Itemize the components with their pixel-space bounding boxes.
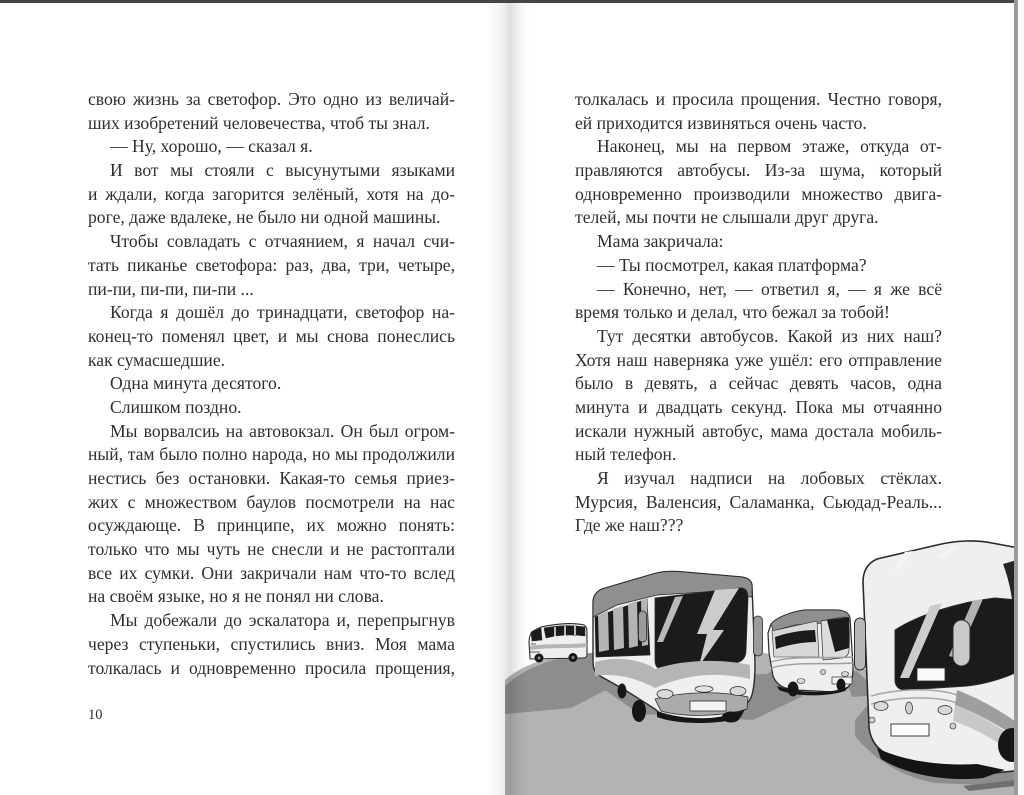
text-line: толкалась и одновременно просила прощения, [88,657,455,678]
text-line: Я изучал надписи на лобовых стёклах. [597,468,942,488]
text-line: и ждали, когда загорится зелёный, хотя на до- [88,183,455,204]
text-line: Мурсия, Валенсия, Саламанка, Сьюдад-Реаль... [575,491,942,512]
text-line: Мы ворвалсиь на автовокзал. Он был огром- [110,420,455,441]
text-line: через ступеньки, спустились вниз. Моя мама [88,633,455,654]
text-line: тать пиканье светофора: раз, два, три, четыре, [88,254,455,275]
text-line: — Ты посмотрел, какая платформа? [597,254,867,275]
text-line: свою жизнь за светофор. Это одно из величай- [88,89,455,109]
medium-bus [768,610,853,697]
text-line: И вот мы стояли с высунутыми языками [110,160,455,181]
text-line: одновременно производили множество двига- [575,183,942,204]
text-line: Когда я дошёл до тринадцати, светофор на- [110,302,455,323]
text-line: время только и делал, что бежал за тобой! [575,302,890,323]
bus-illustration [505,538,1024,795]
text-line: было в девять, а сейчас девять часов, одна [575,373,942,394]
text-line: ших изобретений человечества, чтоб ты знал. [88,112,430,133]
text-line: Слишком поздно. [110,396,242,417]
text-line: Где же наш??? [575,515,684,536]
text-line: только что мы чуть не снесли и не растоптали [88,539,455,560]
text-line: — Ну, хорошо, — сказал я. [110,136,313,157]
left-page-text [88,88,455,680]
text-line: пи-пи, пи-пи, пи-пи ... [88,278,254,299]
text-line: конец-то поменял цвет, и мы снова понеслись [88,325,455,346]
text-line: толкалась и просила прощения. Честно говоря, [575,89,942,109]
text-line: минута и двадцать секунд. Пока мы отчаянно [575,396,942,417]
text-line: как сумасшедшие. [88,349,226,370]
text-line: Одна минута десятого. [110,373,282,394]
scan-edge-right-margin [1018,0,1024,795]
text-line: ный, там было полно народа, но мы продолжили [88,444,455,465]
text-line: осуждающе. В принципе, их можно понять: [88,515,455,536]
small-bus [529,624,587,663]
text-line: правляются автобусы. Из-за шума, который [575,160,942,181]
text-line: роге, даже вдалеке, не было ни одной машины. [88,207,441,228]
text-line: ей приходится извиняться очень часто. [575,112,867,133]
text-line: Мы добежали до эскалатора и, перепрыгнув [110,610,455,631]
text-line: телей, мы почти не слышали друг друга. [575,207,879,228]
text-line: жих с множеством баулов посмотрели на нас [88,491,455,512]
text-line: ный телефон. [575,444,677,465]
text-line: Тут десятки автобусов. Какой из них наш? [597,325,942,346]
text-line: на своём языке, но я не понял ни слова. [88,586,384,607]
scan-edge-top [0,0,1024,3]
right-page-text [575,88,942,538]
text-line: Чтобы совладать с отчаянием, я начал счи- [110,231,455,252]
right-bus [855,541,1024,779]
text-line: Хотя наш наверняка уже ушёл: его отправление [575,349,942,370]
text-line: Мама закричала: [597,231,724,252]
text-line: все их сумки. Они закричали нам что-то вслед [88,562,455,583]
text-line: Наконец, мы на первом этаже, откуда от- [597,136,942,157]
text-line: — Конечно, нет, — ответил я, — я же всё [597,278,942,299]
page-number: 10 [88,707,103,723]
text-line: нестись без остановки. Какая-то семья приез- [88,468,455,488]
text-line: искали нужный автобус, мама достала мобиль- [575,420,942,441]
